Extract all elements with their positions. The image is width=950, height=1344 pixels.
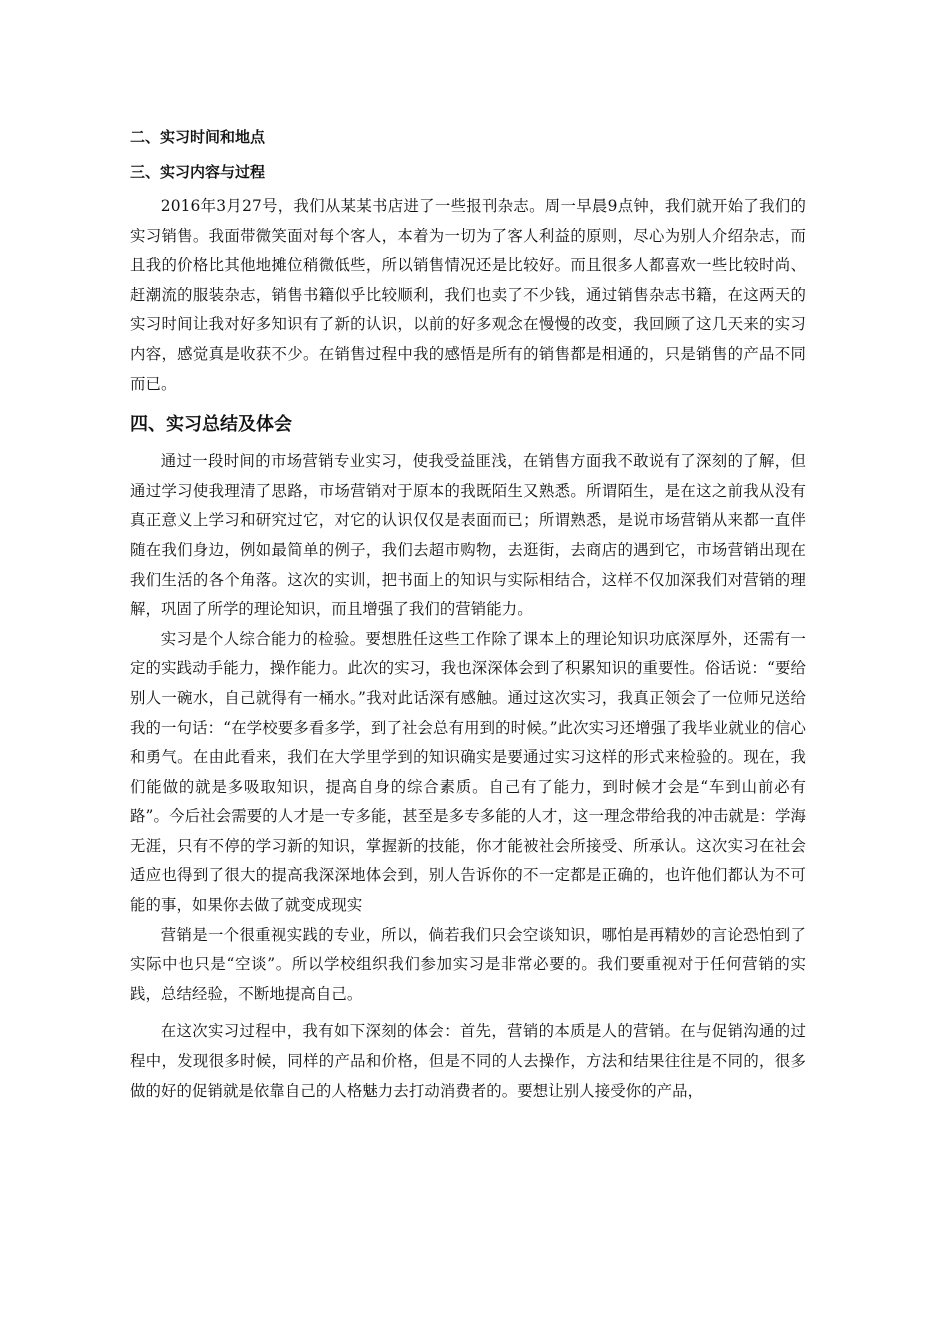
- section-3-heading: 三、实习内容与过程: [130, 163, 266, 181]
- summary-paragraph-1: 通过一段时间的市场营销专业实习，使我受益匪浅，在销售方面我不敢说有了深刻的了解，但通过学习使我理清了思路，市场营销对于原本的我既陌生又熟悉。所谓陌生，是在这之前我从没有真正意义上学习和研究过它，对它的认识仅仅是表面而已；所谓熟悉，是说市场营销从来都一直伴随在我们身边，例如最简单的例子，我们去超市购物，去逛街，去商店的遇到它，市场营销出现在我们生活的各个角落。这次的实训，把书面上的知识与实际相结合，这样不仅加深我们对营销的理解，巩固了所学的理论知识，而且增强了我们的营销能力。: [130, 452, 806, 619]
- section-4-heading: 四、实习总结及体会: [130, 414, 292, 436]
- section-3-paragraph: 2016年3月27号，我们从某某书店进了一些报刊杂志。周一早晨9点钟，我们就开始了我们的实习销售。我面带微笑面对每个客人，本着为一切为了客人利益的原则，尽心为别人介绍杂志，而且我的价格比其他地摊位稍微低些，所以销售情况还是比较好。而且很多人都喜欢一些比较时尚、赶潮流的服装杂志，销售书籍似乎比较顺利，我们也卖了不少钱，通过销售杂志书籍，在这两天的实习时间让我对好多知识有了新的认识，以前的好多观念在慢慢的改变，我回顾了这几天来的实习内容，感觉真是收获不少。在销售过程中我的感悟是所有的销售都是相通的，只是销售的产品不同而已。: [130, 197, 806, 393]
- summary-paragraph-4: 在这次实习过程中，我有如下深刻的体会：首先，营销的本质是人的营销。在与促销沟通的过程中，发现很多时候，同样的产品和价格，但是不同的人去操作，方法和结果往往是不同的，很多做的好的促销就是依靠自己的人格魅力去打动消费者的。要想让别人接受你的产品，: [130, 1022, 806, 1100]
- summary-paragraph-3: 营销是一个很重视实践的专业，所以，倘若我们只会空谈知识，哪怕是再精妙的言论恐怕到了实际中也只是“空谈”。所以学校组织我们参加实习是非常必要的。我们要重视对于任何营销的实践，总结经验，不断地提高自己。: [130, 925, 806, 1003]
- summary-paragraph-2: 实习是个人综合能力的检验。要想胜任这些工作除了课本上的理论知识功底深厚外，还需有一定的实践动手能力，操作能力。此次的实习，我也深深体会到了积累知识的重要性。俗话说：“要给别人一碗水，自己就得有一桶水。”我对此话深有感触。通过这次实习，我真正领会了一位师兄送给我的一句话：“在学校要多看多学，到了社会总有用到的时候。”此次实习还增强了我毕业就业的信心和勇气。在由此看来，我们在大学里学到的知识确实是要通过实习这样的形式来检验的。现在，我们能做的就是多吸取知识，提高自身的综合素质。自己有了能力，到时候才会是“车到山前必有路”。今后社会需要的人才是一专多能，甚至是多专多能的人才，这一理念带给我的冲击就是：学海无涯，只有不停的学习新的知识，掌握新的技能，你才能被社会所接受、所承认。这次实习在社会适应也得到了很大的提高我深深地体会到，别人告诉你的不一定都是正确的，也许他们都认为不可能的事，如果你去做了就变成现实: [130, 629, 806, 915]
- section-2-heading: 二、实习时间和地点: [130, 128, 266, 146]
- document-page: [130, 120, 806, 1106]
